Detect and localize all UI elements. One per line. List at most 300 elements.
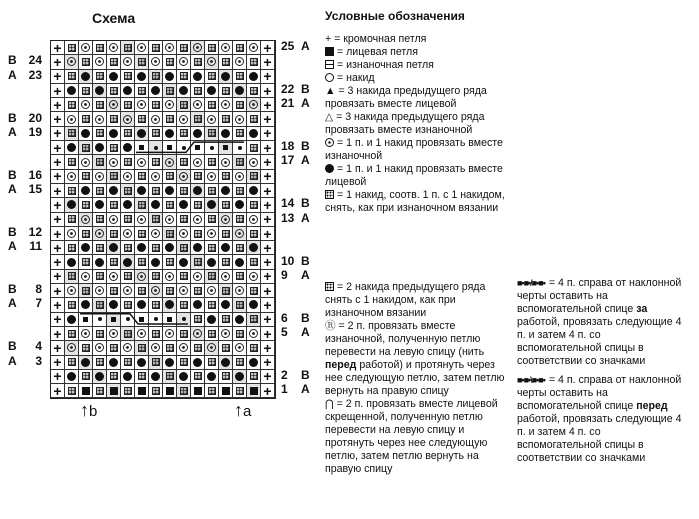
stitch-box (177, 298, 191, 312)
stitch-box (233, 356, 247, 370)
stitch-box (135, 284, 149, 298)
stitch-box (79, 112, 93, 126)
stitch-box (177, 155, 191, 169)
stitch-dot (177, 84, 191, 98)
stitch-box (177, 98, 191, 112)
stitch-ox (191, 41, 205, 55)
stitch-box (107, 284, 121, 298)
stitch-smallsq (79, 313, 93, 327)
stitch-ox (233, 341, 247, 355)
stitch-dot (163, 298, 177, 312)
stitch-box (149, 241, 163, 255)
stitch-box (205, 356, 219, 370)
stitch-ox (79, 155, 93, 169)
stitch-box (233, 213, 247, 227)
stitch-dot (121, 84, 135, 98)
stitch-box (107, 84, 121, 98)
stitch-box (219, 227, 233, 241)
stitch-plus (51, 227, 65, 241)
stitch-box (191, 227, 205, 241)
stitch-dot (247, 127, 261, 141)
stitch-plus (261, 227, 275, 241)
stitch-ox (121, 227, 135, 241)
stitch-box (65, 241, 79, 255)
stitch-ox (219, 327, 233, 341)
row-label-23: А 23 (8, 67, 42, 82)
stitch-ox (149, 227, 163, 241)
stitch-ox (233, 170, 247, 184)
stitch-box (107, 227, 121, 241)
stitch-box (121, 298, 135, 312)
stitch-smallsq (135, 313, 149, 327)
stitch-box (107, 341, 121, 355)
stitch-box (205, 298, 219, 312)
stitch-plus (51, 70, 65, 84)
stitch-box (163, 284, 177, 298)
stitch-box (65, 356, 79, 370)
stitch-plus (261, 270, 275, 284)
row-label-24: В 24 (8, 53, 42, 68)
legend-item: ⋂ = 2 п. провязать вместе лицевой скрещенной, полученную петлю перевести на левую спицу и протянуть через нее следующую петлю, затем петлю вернуть на правую спицу (325, 398, 498, 475)
stitch-box (65, 41, 79, 55)
stitch-plus (51, 270, 65, 284)
row-label-11: А 11 (8, 239, 42, 254)
stitch-box (219, 170, 233, 184)
stitch-box (121, 155, 135, 169)
stitch-dot (163, 356, 177, 370)
stitch-dot (121, 370, 135, 384)
stitch-ox (247, 155, 261, 169)
stitch-box (247, 370, 261, 384)
stitch-box (163, 341, 177, 355)
stitch-box (79, 370, 93, 384)
stitch-box (191, 170, 205, 184)
legend-item: Ⓡ = 2 п. провязать вместе изнаночной, полученную петлю перевести на левую спицу (нить перед работой) и протянуть через нее следующую петлю, затем петлю вернуть на правую спицу (325, 320, 505, 397)
stitch-dot (121, 255, 135, 269)
stitch-ox (163, 270, 177, 284)
stitch-ox (233, 284, 247, 298)
stitch-box (79, 84, 93, 98)
stitch-box (121, 127, 135, 141)
stitch-dot (205, 370, 219, 384)
stitch-dot (135, 241, 149, 255)
stitch-dot (93, 370, 107, 384)
stitch-dot (205, 313, 219, 327)
stitch-box (93, 327, 107, 341)
row-label-25: 25 А (281, 39, 310, 53)
stitch-box (177, 184, 191, 198)
stitch-box (107, 55, 121, 69)
stitch-box (79, 55, 93, 69)
stitch-ox (121, 284, 135, 298)
stitch-box (247, 141, 261, 155)
stitch-box (135, 55, 149, 69)
stitch-ox (135, 155, 149, 169)
stitch-dot (219, 127, 233, 141)
stitch-dot (247, 184, 261, 198)
stitch-dot (93, 255, 107, 269)
stitch-box (163, 370, 177, 384)
stitch-ox (205, 112, 219, 126)
stitch-ox (107, 213, 121, 227)
stitch-box (107, 255, 121, 269)
stitch-dot (65, 198, 79, 212)
row-label-16: В 16 (8, 167, 42, 182)
stitch-box (219, 84, 233, 98)
stitch-box (233, 41, 247, 55)
stitch-box (177, 213, 191, 227)
stitch-box (247, 198, 261, 212)
legend-cable-item: ■•■•/■•■• = 4 п. справа от наклонной черты оставить на вспомогательной спице за работой, провязать следующие 4 п. и затем 4 п. со вспомогательной спицы в соответствии со значками (517, 277, 682, 367)
stitch-smallsq (135, 141, 149, 155)
stitch-box (93, 298, 107, 312)
legend-item: ▲ = 3 накида предыдущего ряда провязать вместе лицевой (325, 85, 487, 110)
row-label-14: 14 В (281, 196, 310, 211)
stitch-dot (163, 127, 177, 141)
stitch-box (135, 84, 149, 98)
stitch-box (65, 127, 79, 141)
stitch-dot (79, 184, 93, 198)
stitch-box (205, 41, 219, 55)
stitch-box (191, 255, 205, 269)
stitch-small (149, 313, 163, 327)
stitch-ox (107, 270, 121, 284)
sq-icon (325, 47, 334, 56)
stitch-box (93, 98, 107, 112)
stitch-sq (163, 384, 177, 398)
legend-item: = 1 п. и 1 накид провязать вместе лицевой (325, 163, 503, 188)
stitch-box (65, 70, 79, 84)
stitch-ox (135, 270, 149, 284)
stitch-ox (93, 284, 107, 298)
stitch-plus (261, 127, 275, 141)
stitch-ox (247, 213, 261, 227)
stitch-ox (247, 41, 261, 55)
stitch-box (191, 198, 205, 212)
stitch-box (219, 55, 233, 69)
stitch-box (177, 327, 191, 341)
stitch-ox (93, 227, 107, 241)
stitch-box (191, 341, 205, 355)
stitch-box (191, 370, 205, 384)
stitch-dot (219, 184, 233, 198)
stitch-box (135, 198, 149, 212)
ox-icon (325, 138, 334, 147)
stitch-ox (135, 41, 149, 55)
stitch-dot (121, 198, 135, 212)
stitch-small (177, 141, 191, 155)
stitch-box (107, 198, 121, 212)
stitch-dot (219, 70, 233, 84)
stitch-box (233, 298, 247, 312)
stitch-ox (233, 112, 247, 126)
legend-item: + = кромочная петля (325, 33, 427, 45)
stitch-box (149, 213, 163, 227)
stitch-plus (261, 213, 275, 227)
stitch-ox (79, 327, 93, 341)
stitch-ox (219, 213, 233, 227)
stitch-dot (191, 70, 205, 84)
stitch-plus (51, 170, 65, 184)
stitch-ox (219, 155, 233, 169)
stitch-dot (65, 313, 79, 327)
stitch-box (135, 341, 149, 355)
stitch-smallsq (163, 313, 177, 327)
stitch-ox (163, 213, 177, 227)
stitch-ox (205, 227, 219, 241)
box-icon (325, 190, 334, 199)
stitch-plus (261, 370, 275, 384)
stitch-box (65, 327, 79, 341)
stitch-box (205, 384, 219, 398)
stitch-small (205, 141, 219, 155)
stitch-box (65, 184, 79, 198)
stitch-smallsq (163, 141, 177, 155)
row-label-2: 2 В (281, 367, 310, 382)
stitch-ox (121, 341, 135, 355)
legend-item: = 2 накида предыдущего ряда снять с 1 накидом, как при изнаночном вязании (325, 281, 486, 319)
stitch-box (163, 255, 177, 269)
stitch-ox (177, 284, 191, 298)
stitch-box (65, 213, 79, 227)
stitch-ox (205, 284, 219, 298)
stitch-dot (93, 84, 107, 98)
row-label-19: А 19 (8, 124, 42, 139)
stitch-box (107, 170, 121, 184)
stitch-ox (135, 213, 149, 227)
legend-top (325, 10, 505, 215)
stitch-ox (205, 341, 219, 355)
stitch-box (219, 284, 233, 298)
stitch-ox (163, 155, 177, 169)
legend-item: = лицевая петля (325, 46, 505, 59)
dot-icon (325, 164, 334, 173)
stitch-box (149, 70, 163, 84)
stitch-ox (65, 170, 79, 184)
stitch-plus (261, 170, 275, 184)
stitch-dot (135, 356, 149, 370)
cable-icon: ■•■•/■•■• (517, 278, 545, 288)
stitch-ox (247, 270, 261, 284)
cable-icon: ■•■•\■•■• (517, 375, 545, 385)
stitch-ox (177, 341, 191, 355)
stitch-box (107, 370, 121, 384)
row-label-8: В 8 (8, 282, 42, 297)
stitch-small (233, 141, 247, 155)
stitch-dot (233, 255, 247, 269)
stitch-box (149, 298, 163, 312)
stitch-dot (65, 370, 79, 384)
stitch-dot (191, 356, 205, 370)
stitch-ox (177, 227, 191, 241)
stitch-box (163, 112, 177, 126)
stitch-box (121, 327, 135, 341)
stitch-box (219, 313, 233, 327)
stitch-box (177, 41, 191, 55)
legend-cable-item: ■•■•\■•■• = 4 п. справа от наклонной черты оставить на вспомогательной спице перед работой, провязать следующие 4 п. и затем 4 п. со вспомогательной спицы в соответствии со значками (517, 374, 682, 464)
row-label-20: В 20 (8, 110, 42, 125)
stitch-box (177, 384, 191, 398)
legend-item: = 1 п. и 1 накид провязать вместе изнаночной (325, 137, 503, 162)
stitch-box (247, 84, 261, 98)
stitch-ox (205, 55, 219, 69)
stitch-ox (219, 41, 233, 55)
stitch-box (135, 255, 149, 269)
stitch-ox (121, 112, 135, 126)
stitch-box (247, 341, 261, 355)
stitch-sq (247, 384, 261, 398)
stitch-box (163, 55, 177, 69)
stitch-box (65, 298, 79, 312)
row-label-22: 22 В (281, 81, 310, 96)
stitch-ox (247, 98, 261, 112)
stitch-ox (93, 170, 107, 184)
stitch-dot (233, 198, 247, 212)
chart-title: Схема (92, 10, 136, 26)
stitch-ox (191, 213, 205, 227)
stitch-sq (191, 384, 205, 398)
stitch-dot (65, 141, 79, 155)
stitch-box (247, 255, 261, 269)
legend-cables (517, 277, 687, 471)
row-label-7: А 7 (8, 296, 42, 311)
row-label-10: 10 В (281, 253, 310, 268)
stitch-smallsq (191, 141, 205, 155)
stitch-ox (233, 55, 247, 69)
stitch-dot (107, 70, 121, 84)
stitch-dot (247, 356, 261, 370)
stitch-dot (79, 241, 93, 255)
stitch-dot (247, 241, 261, 255)
stitch-dot (205, 198, 219, 212)
stitch-box (149, 98, 163, 112)
stitch-ox (149, 284, 163, 298)
stitch-box (79, 170, 93, 184)
stitch-box (107, 141, 121, 155)
stitch-box (247, 170, 261, 184)
stitch-box (65, 270, 79, 284)
row-label-5: 5 А (281, 325, 310, 339)
stitch-box (149, 127, 163, 141)
cross-purl-icon: Ⓡ (325, 320, 339, 332)
row-label-12: В 12 (8, 224, 42, 239)
stitch-dot (149, 370, 163, 384)
circ-icon (325, 73, 334, 82)
stitch-box (233, 127, 247, 141)
row-label-15: А 15 (8, 182, 42, 196)
stitch-dot (163, 70, 177, 84)
stitch-box (163, 227, 177, 241)
stitch-dot (135, 298, 149, 312)
stitch-ox (177, 170, 191, 184)
stitch-box (135, 170, 149, 184)
stitch-ox (219, 98, 233, 112)
stitch-box (93, 184, 107, 198)
stitch-box (121, 213, 135, 227)
stitch-ox (163, 98, 177, 112)
stitch-box (205, 327, 219, 341)
stitch-small (93, 313, 107, 327)
stitch-ox (247, 327, 261, 341)
stitch-dot (79, 127, 93, 141)
stitch-dot (233, 313, 247, 327)
stitch-dot (233, 370, 247, 384)
stitch-dot (247, 70, 261, 84)
stitch-dot (219, 356, 233, 370)
stitch-box (121, 356, 135, 370)
legend-middle (325, 281, 505, 476)
stitch-box (135, 370, 149, 384)
stitch-ox (65, 55, 79, 69)
stitch-box (121, 70, 135, 84)
stitch-box (149, 41, 163, 55)
stitch-box (163, 84, 177, 98)
stitch-dot (163, 184, 177, 198)
stitch-box (79, 141, 93, 155)
row-label-13: 13 А (281, 210, 310, 225)
stitch-box (233, 98, 247, 112)
stitch-dot (149, 198, 163, 212)
stitch-smallsq (219, 141, 233, 155)
stitch-small (177, 313, 191, 327)
stitch-box (205, 241, 219, 255)
stitch-dot (79, 356, 93, 370)
stitch-ox (135, 98, 149, 112)
stitch-dot (107, 298, 121, 312)
stitch-dot (177, 198, 191, 212)
stitch-box (205, 184, 219, 198)
stitch-box (149, 270, 163, 284)
stitch-box (177, 70, 191, 84)
stitch-ox (93, 55, 107, 69)
stitch-ox (121, 170, 135, 184)
stitch-box (121, 98, 135, 112)
row-label-17: 17 А (281, 153, 310, 168)
stitch-ox (65, 112, 79, 126)
stitch-ox (107, 98, 121, 112)
stitch-dot (107, 356, 121, 370)
stitch-ox (191, 327, 205, 341)
stitch-dot (107, 184, 121, 198)
stitch-dot (247, 298, 261, 312)
stitch-dot (205, 255, 219, 269)
stitch-box (205, 213, 219, 227)
stitch-box (93, 270, 107, 284)
stitch-ox (93, 112, 107, 126)
stitch-dot (65, 84, 79, 98)
stitch-box (93, 127, 107, 141)
stitch-ox (79, 270, 93, 284)
stitch-box (79, 255, 93, 269)
stitch-dot (135, 127, 149, 141)
stitch-box (219, 255, 233, 269)
stitch-box (121, 241, 135, 255)
stitch-dot (177, 255, 191, 269)
stitch-box (219, 112, 233, 126)
stitch-dot (163, 241, 177, 255)
stitch-ox (65, 341, 79, 355)
stitch-box (233, 155, 247, 169)
stitch-dot (191, 241, 205, 255)
stitch-box (191, 284, 205, 298)
stitch-plus (51, 313, 65, 327)
stitch-dot (79, 298, 93, 312)
legend-item: = 1 накид, соотв. 1 п. с 1 накидом, снять, как при изнаночном вязании (325, 189, 505, 214)
stitch-ox (79, 41, 93, 55)
stitch-box (163, 198, 177, 212)
stitch-box (149, 155, 163, 169)
stitch-box (233, 327, 247, 341)
